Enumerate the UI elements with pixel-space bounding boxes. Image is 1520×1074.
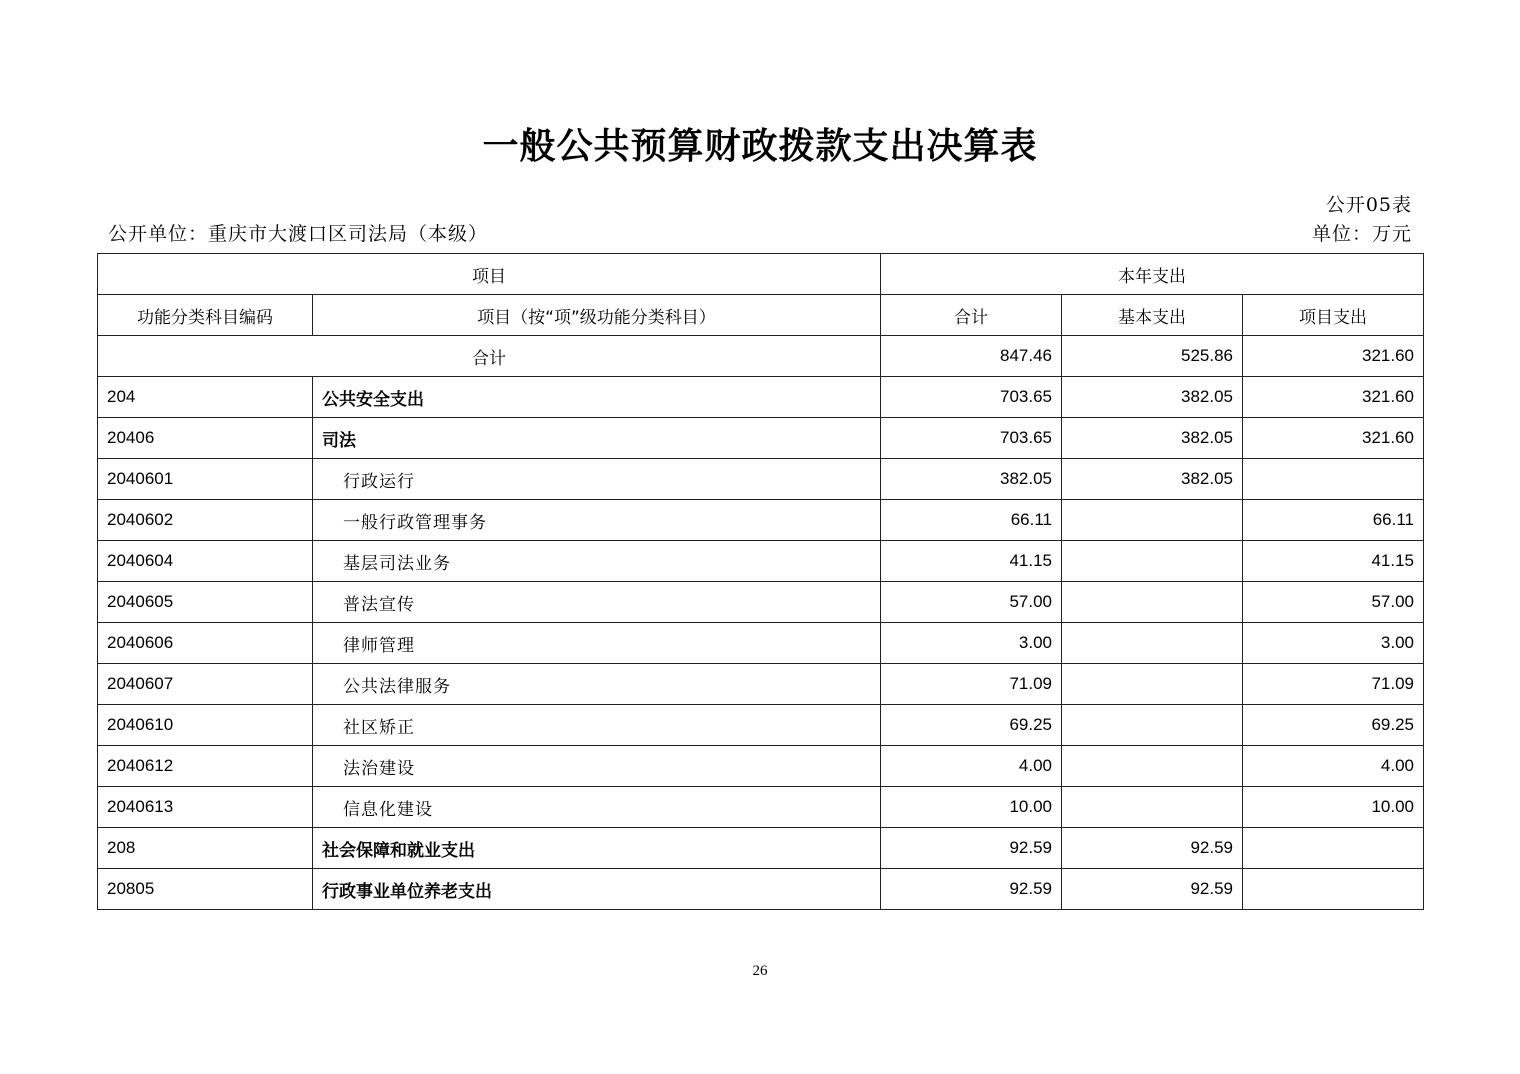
total-sum: 847.46 bbox=[881, 336, 1062, 377]
row-name: 公共安全支出 bbox=[313, 377, 881, 418]
row-code: 2040602 bbox=[98, 500, 313, 541]
row-name: 基层司法业务 bbox=[313, 541, 881, 582]
row-total: 382.05 bbox=[881, 459, 1062, 500]
row-name: 社区矫正 bbox=[313, 705, 881, 746]
row-code: 2040607 bbox=[98, 664, 313, 705]
publishing-unit: 公开单位：重庆市大渡口区司法局（本级） bbox=[108, 223, 489, 245]
row-total: 703.65 bbox=[881, 418, 1062, 459]
table-row bbox=[98, 541, 1424, 582]
table-row bbox=[98, 582, 1424, 623]
row-basic: 92.59 bbox=[1062, 828, 1243, 869]
row-code: 20805 bbox=[98, 869, 313, 910]
row-basic bbox=[1062, 787, 1243, 828]
row-basic bbox=[1062, 705, 1243, 746]
row-code: 2040613 bbox=[98, 787, 313, 828]
table-row bbox=[98, 418, 1424, 459]
budget-table bbox=[97, 253, 1424, 910]
row-name: 行政运行 bbox=[313, 459, 881, 500]
row-basic bbox=[1062, 623, 1243, 664]
page-number: 26 bbox=[752, 963, 768, 979]
row-name: 律师管理 bbox=[313, 623, 881, 664]
row-name: 社会保障和就业支出 bbox=[313, 828, 881, 869]
row-code: 2040606 bbox=[98, 623, 313, 664]
header-project: 项目 bbox=[98, 254, 881, 295]
header-total: 合计 bbox=[881, 295, 1062, 336]
row-name: 司法 bbox=[313, 418, 881, 459]
total-item: 321.60 bbox=[1243, 336, 1424, 377]
header-row-1 bbox=[98, 254, 1424, 295]
row-basic bbox=[1062, 582, 1243, 623]
table-row bbox=[98, 459, 1424, 500]
row-basic: 92.59 bbox=[1062, 869, 1243, 910]
row-item: 321.60 bbox=[1243, 418, 1424, 459]
header-code: 功能分类科目编码 bbox=[98, 295, 313, 336]
row-basic bbox=[1062, 664, 1243, 705]
table-row bbox=[98, 705, 1424, 746]
row-total: 3.00 bbox=[881, 623, 1062, 664]
row-item bbox=[1243, 828, 1424, 869]
row-name: 普法宣传 bbox=[313, 582, 881, 623]
row-basic: 382.05 bbox=[1062, 377, 1243, 418]
row-name: 行政事业单位养老支出 bbox=[313, 869, 881, 910]
row-item: 57.00 bbox=[1243, 582, 1424, 623]
row-name: 信息化建设 bbox=[313, 787, 881, 828]
row-total: 41.15 bbox=[881, 541, 1062, 582]
row-item: 321.60 bbox=[1243, 377, 1424, 418]
table-row bbox=[98, 828, 1424, 869]
table-row bbox=[98, 377, 1424, 418]
row-code: 2040605 bbox=[98, 582, 313, 623]
header-item: 项目支出 bbox=[1243, 295, 1424, 336]
row-total: 71.09 bbox=[881, 664, 1062, 705]
row-basic: 382.05 bbox=[1062, 418, 1243, 459]
header-name: 项目（按“项”级功能分类科目） bbox=[313, 295, 881, 336]
header-basic: 基本支出 bbox=[1062, 295, 1243, 336]
row-total: 92.59 bbox=[881, 828, 1062, 869]
row-code: 20406 bbox=[98, 418, 313, 459]
row-name: 公共法律服务 bbox=[313, 664, 881, 705]
row-item: 41.15 bbox=[1243, 541, 1424, 582]
row-item bbox=[1243, 869, 1424, 910]
row-code: 2040604 bbox=[98, 541, 313, 582]
row-item: 69.25 bbox=[1243, 705, 1424, 746]
row-item: 71.09 bbox=[1243, 664, 1424, 705]
table-row bbox=[98, 664, 1424, 705]
total-row bbox=[98, 336, 1424, 377]
table-row bbox=[98, 500, 1424, 541]
row-item: 4.00 bbox=[1243, 746, 1424, 787]
row-code: 2040612 bbox=[98, 746, 313, 787]
header-current-year: 本年支出 bbox=[881, 254, 1424, 295]
row-name: 法治建设 bbox=[313, 746, 881, 787]
row-item: 3.00 bbox=[1243, 623, 1424, 664]
row-code: 208 bbox=[98, 828, 313, 869]
header-row-2 bbox=[98, 295, 1424, 336]
total-basic: 525.86 bbox=[1062, 336, 1243, 377]
table-row bbox=[98, 623, 1424, 664]
amount-unit: 单位：万元 bbox=[1311, 223, 1412, 245]
row-item bbox=[1243, 459, 1424, 500]
row-basic bbox=[1062, 746, 1243, 787]
row-total: 69.25 bbox=[881, 705, 1062, 746]
table-row bbox=[98, 787, 1424, 828]
row-basic bbox=[1062, 541, 1243, 582]
table-row bbox=[98, 746, 1424, 787]
row-total: 703.65 bbox=[881, 377, 1062, 418]
row-item: 10.00 bbox=[1243, 787, 1424, 828]
row-basic: 382.05 bbox=[1062, 459, 1243, 500]
page-title: 一般公共预算财政拨款支出决算表 bbox=[482, 126, 1038, 167]
row-basic bbox=[1062, 500, 1243, 541]
form-number: 公开05表 bbox=[1325, 194, 1412, 216]
table-row bbox=[98, 869, 1424, 910]
row-total: 92.59 bbox=[881, 869, 1062, 910]
row-total: 4.00 bbox=[881, 746, 1062, 787]
row-code: 204 bbox=[98, 377, 313, 418]
row-total: 10.00 bbox=[881, 787, 1062, 828]
row-item: 66.11 bbox=[1243, 500, 1424, 541]
total-label: 合计 bbox=[98, 336, 881, 377]
row-name: 一般行政管理事务 bbox=[313, 500, 881, 541]
row-total: 66.11 bbox=[881, 500, 1062, 541]
row-code: 2040601 bbox=[98, 459, 313, 500]
row-code: 2040610 bbox=[98, 705, 313, 746]
row-total: 57.00 bbox=[881, 582, 1062, 623]
